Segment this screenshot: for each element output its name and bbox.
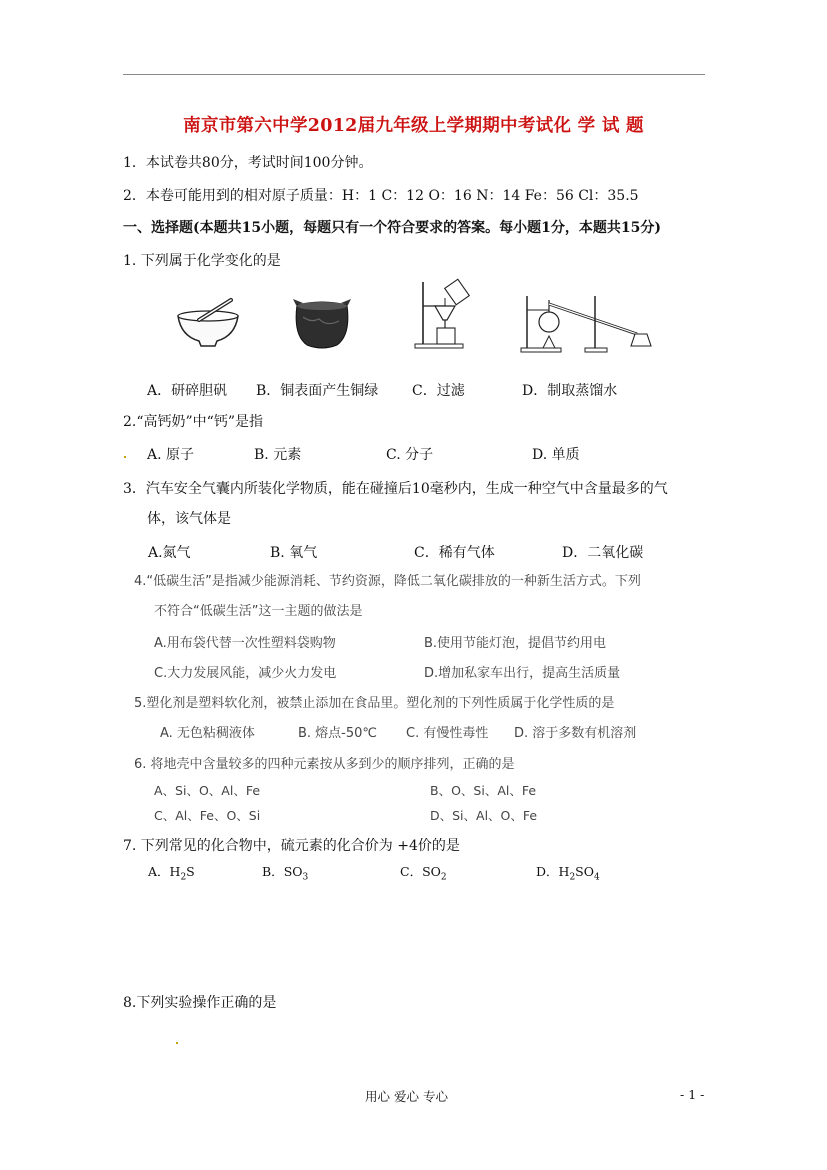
stray-mark	[124, 456, 126, 458]
footer-motto: 用心 爱心 专心	[365, 1089, 448, 1104]
q1-option-c: C．过滤	[412, 383, 465, 399]
q7-option-a: A．$H_2S$	[148, 864, 195, 883]
question-8-stem: 8.下列实验操作正确的是	[123, 995, 277, 1011]
q1-option-d: D．制取蒸馏水	[522, 383, 618, 399]
q7-option-c: C．$SO_2$	[400, 864, 447, 883]
question-1-stem: 1. 下列属于化学变化的是	[123, 253, 281, 269]
q3-option-a: A.氮气	[148, 545, 191, 561]
question-7-stem: 7. 下列常见的化合物中，硫元素的化合价为 +4价的是	[123, 838, 460, 854]
question-3-stem-line2: 体，该气体是	[147, 511, 231, 527]
q1-option-b: B．铜表面产生铜绿	[256, 383, 379, 399]
q1-option-a: A．研碎胆矾	[147, 383, 228, 399]
mortar-pestle-icon	[175, 296, 241, 348]
q5-option-a: A. 无色粘稠液体	[160, 726, 255, 741]
question-4-stem-line2: 不符合“低碳生活”这一主题的做法是	[154, 604, 363, 619]
question-5-stem: 5.塑化剂是塑料软化剂，被禁止添加在食品里。塑化剂的下列性质属于化学性质的是	[134, 696, 615, 711]
section-heading: 一、选择题(本题共15小题，每题只有一个符合要求的答案。每小题1分，本题共15分)	[123, 220, 661, 236]
q5-option-b: B. 熔点-50℃	[298, 726, 378, 741]
q3-option-d: D．二氧化碳	[562, 545, 644, 561]
q2-option-a: A. 原子	[147, 447, 195, 463]
q2-option-b: B. 元素	[254, 447, 302, 463]
note-2: 2．本卷可能用到的相对原子质量：H：1 C：12 O：16 N：14 Fe：56 Cl：35.5	[123, 188, 639, 204]
q5-option-c: C. 有慢性毒性	[406, 726, 489, 741]
distillation-apparatus-icon	[519, 290, 659, 354]
stray-mark	[176, 1042, 178, 1044]
q4-option-b: B.使用节能灯泡，提倡节约用电	[424, 636, 607, 651]
q5-option-d: D. 溶于多数有机溶剂	[514, 726, 637, 741]
exam-title: 南京市第六中学2012届九年级上学期期中考试化 学 试 题	[183, 116, 644, 136]
page-number: - 1 -	[680, 1087, 705, 1102]
question-6-stem: 6. 将地壳中含量较多的四种元素按从多到少的顺序排列，正确的是	[134, 757, 515, 772]
note-1: 1．本试卷共80分，考试时间100分钟。	[123, 155, 373, 171]
question-4-stem-line1: 4.“低碳生活”是指减少能源消耗、节约资源，降低二氧化碳排放的一种新生活方式。下列	[134, 574, 641, 589]
q4-option-a: A.用布袋代替一次性塑料袋购物	[154, 636, 336, 651]
q7-option-d: D．$H_2SO_4$	[536, 864, 600, 883]
q3-option-c: C．稀有气体	[414, 545, 495, 561]
q4-option-c: C.大力发展风能，减少火力发电	[154, 666, 337, 681]
filtration-apparatus-icon	[413, 276, 475, 350]
q6-option-a: A、Si、O、Al、Fe	[154, 783, 261, 798]
q4-option-d: D.增加私家车出行，提高生活质量	[424, 666, 621, 681]
question-2-stem: 2.“高钙奶”中“钙”是指	[123, 414, 263, 430]
q2-option-c: C. 分子	[386, 447, 434, 463]
q2-option-d: D. 单质	[532, 447, 580, 463]
q3-option-b: B. 氧气	[270, 545, 318, 561]
q6-option-b: B、O、Si、Al、Fe	[430, 783, 537, 798]
question-3-stem-line1: 3．汽车安全气囊内所装化学物质，能在碰撞后10毫秒内，生成一种空气中含量最多的气	[123, 481, 668, 497]
header-rule	[123, 74, 705, 75]
q6-option-c: C、Al、Fe、O、Si	[154, 808, 261, 823]
q7-option-b: B．$SO_3$	[262, 864, 309, 883]
copper-bowl-icon	[291, 297, 353, 351]
q6-option-d: D、Si、Al、O、Fe	[430, 808, 538, 823]
